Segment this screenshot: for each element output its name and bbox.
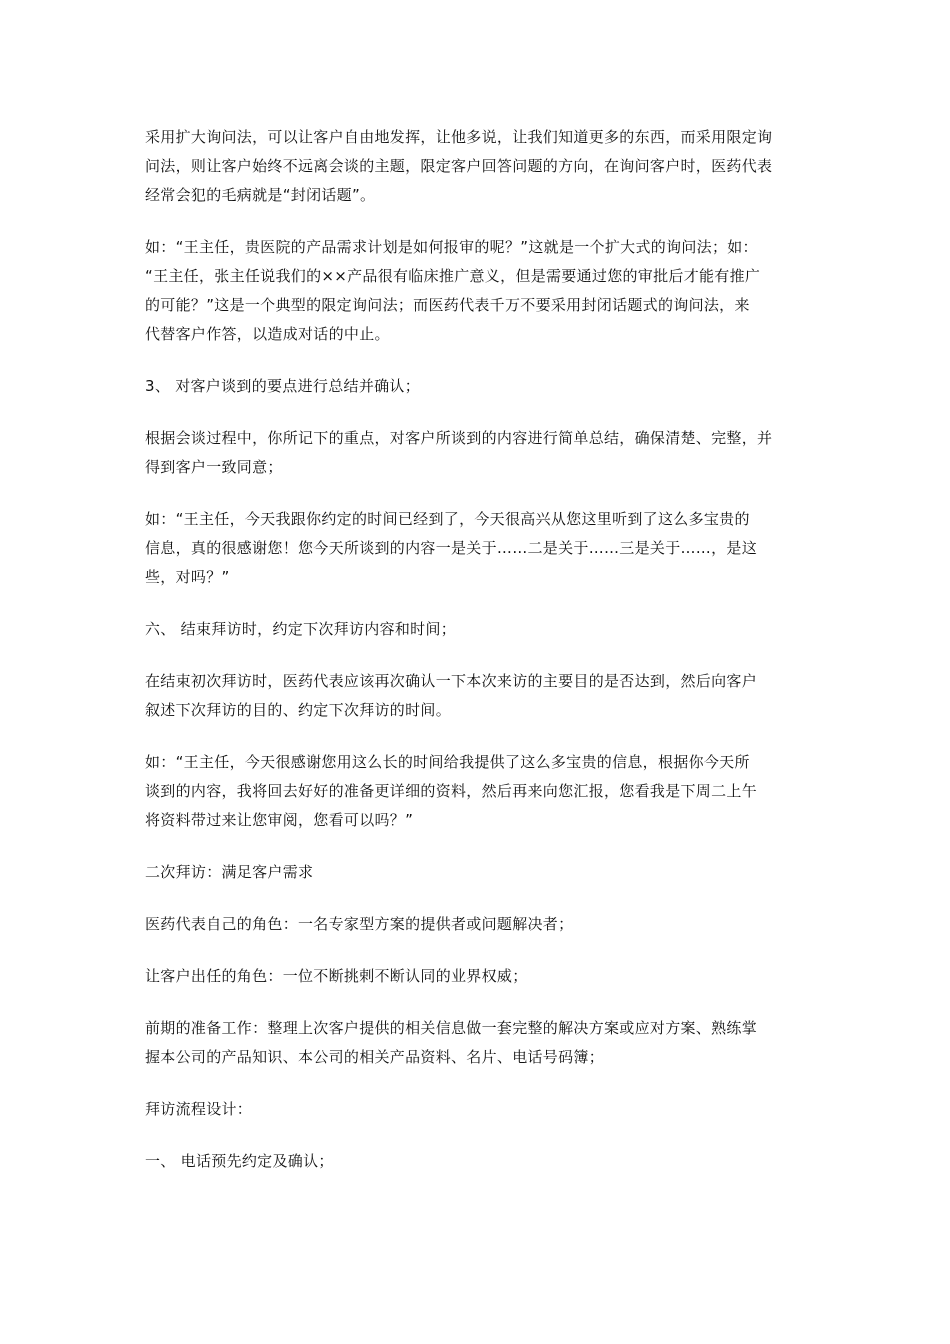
text-line: 根据会谈过程中，你所记下的重点，对客户所谈到的内容进行简单总结，确保清楚、完整，并 xyxy=(145,429,773,447)
paragraph-rep-role xyxy=(145,910,813,939)
text-line: 得到客户一致同意； xyxy=(145,458,283,476)
text-line: 握本公司的产品知识、本公司的相关产品资料、名片、电话号码簿； xyxy=(145,1048,605,1066)
text-line: 采用扩大询问法，可以让客户自由地发挥，让他多说，让我们知道更多的东西，而采用限定询 xyxy=(145,128,773,146)
paragraph-questioning-example xyxy=(145,233,813,349)
text-line: 六、 结束拜访时，约定下次拜访内容和时间； xyxy=(145,620,457,638)
text-line: 3、 对客户谈到的要点进行总结并确认； xyxy=(145,377,421,395)
heading-end-visit xyxy=(145,615,813,644)
text-line: 代替客户作答，以造成对话的中止。 xyxy=(145,325,390,343)
text-line: 如：“王主任，今天我跟你约定的时间已经到了，今天很高兴从您这里听到了这么多宝贵的 xyxy=(145,510,750,528)
text-line: 经常会犯的毛病就是“封闭话题”。 xyxy=(145,186,376,204)
heading-visit-flow-design xyxy=(145,1095,813,1124)
paragraph-preparation xyxy=(145,1014,813,1072)
text-line: 叙述下次拜访的目的、约定下次拜访的时间。 xyxy=(145,701,452,719)
text-line: 拜访流程设计： xyxy=(145,1100,253,1118)
text-line: 谈到的内容，我将回去好好的准备更详细的资料，然后再来向您汇报，您看我是下周二上午 xyxy=(145,782,758,800)
heading-summarize-and-confirm xyxy=(145,372,813,401)
text-line: 信息，真的很感谢您！您今天所谈到的内容一是关于……二是关于……三是关于……，是这 xyxy=(145,539,758,557)
heading-second-visit xyxy=(145,858,813,887)
text-line: “王主任，张主任说我们的××产品很有临床推广意义，但是需要通过您的审批后才能有推广 xyxy=(145,267,761,285)
heading-phone-appointment xyxy=(145,1147,813,1176)
text-line: 在结束初次拜访时，医药代表应该再次确认一下本次来访的主要目的是否达到，然后向客户 xyxy=(145,672,758,690)
paragraph-end-visit-instruction xyxy=(145,667,813,725)
text-line: 二次拜访：满足客户需求 xyxy=(145,863,314,881)
paragraph-summary-example xyxy=(145,505,813,592)
text-line: 医药代表自己的角色：一名专家型方案的提供者或问题解决者； xyxy=(145,915,574,933)
paragraph-end-visit-example xyxy=(145,748,813,835)
paragraph-customer-role xyxy=(145,962,813,991)
text-line: 让客户出任的角色：一位不断挑剌不断认同的业界权威； xyxy=(145,967,528,985)
text-line: 如：“王主任，贵医院的产品需求计划是如何报审的呢？”这就是一个扩大式的询问法；如： xyxy=(145,238,758,256)
text-line: 些，对吗？” xyxy=(145,568,230,586)
text-line: 一、 电话预先约定及确认； xyxy=(145,1152,334,1170)
text-line: 问法，则让客户始终不远离会谈的主题，限定客户回答问题的方向，在询问客户时，医药代表 xyxy=(145,157,773,175)
paragraph-expand-vs-limited-questioning xyxy=(145,123,813,210)
paragraph-summary-instruction xyxy=(145,424,813,482)
text-line: 将资料带过来让您审阅，您看可以吗？” xyxy=(145,811,414,829)
document-page xyxy=(145,123,813,1199)
text-line: 的可能？”这是一个典型的限定询问法；而医药代表千万不要采用封闭话题式的询问法，来 xyxy=(145,296,750,314)
text-line: 前期的准备工作：整理上次客户提供的相关信息做一套完整的解决方案或应对方案、熟练掌 xyxy=(145,1019,758,1037)
text-line: 如：“王主任，今天很感谢您用这么长的时间给我提供了这么多宝贵的信息，根据你今天所 xyxy=(145,753,750,771)
